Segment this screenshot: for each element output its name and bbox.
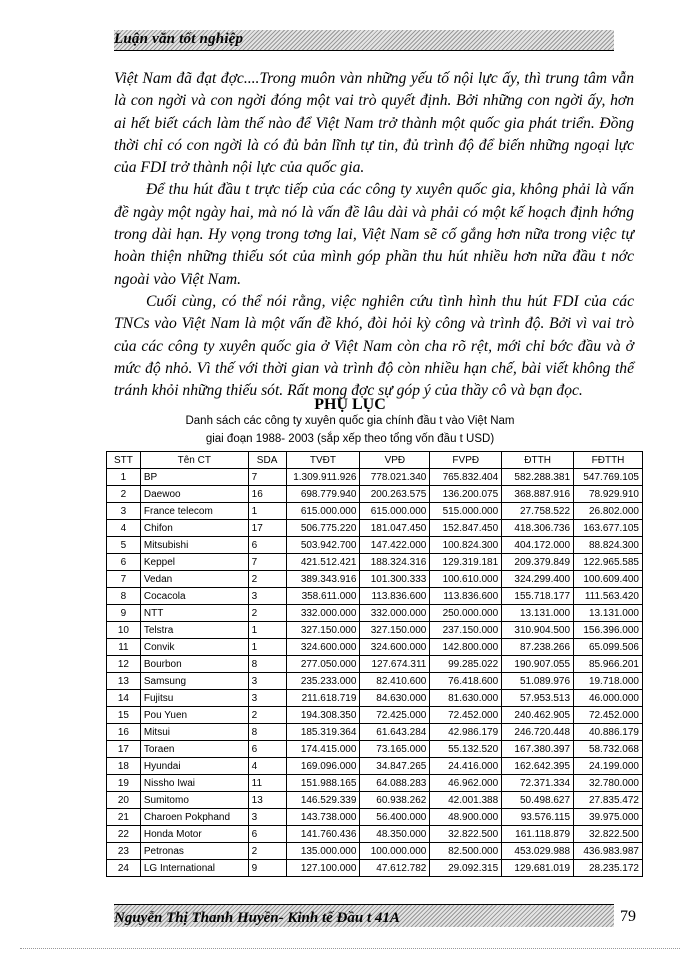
table-cell: Daewoo: [140, 486, 248, 503]
table-cell: 22: [107, 826, 141, 843]
table-cell: 15: [107, 707, 141, 724]
table-row: [107, 673, 643, 690]
table-cell: 42.986.179: [430, 724, 502, 741]
table-cell: 100.824.300: [430, 537, 502, 554]
table-cell: 235.233.000: [286, 673, 360, 690]
table-cell: 6: [107, 554, 141, 571]
table-cell: BP: [140, 469, 248, 486]
table-cell: 404.172.000: [502, 537, 574, 554]
table-cell: 421.512.421: [286, 554, 360, 571]
table-cell: 188.324.316: [360, 554, 430, 571]
table-cell: 23: [107, 843, 141, 860]
table-cell: 8: [107, 588, 141, 605]
paragraph: Cuối cùng, có thể nói rằng, việc nghiên cứu tình hình thu hút FDI của các TNCs vào Việt Nam là một vấn đề khó, đòi hỏi kỳ công và trình độ. Bởi vì vai trò của các công ty xuyên quốc gia ở Việt Nam còn cha rõ rệt, mới chỉ bớc đầu và ở mức độ nhỏ. Vì thế với thời gian và trình độ còn nhiều hạn chế, bài viết không thể tránh khỏi những thiếu sót. Rất mong đợc sự góp ý của thầy cô và bạn đọc.: [114, 292, 634, 400]
table-cell: 136.200.075: [430, 486, 502, 503]
table-cell: 765.832.404: [430, 469, 502, 486]
tnc-table: [106, 451, 643, 877]
table-body: [107, 469, 643, 877]
table-cell: 82.500.000: [430, 843, 502, 860]
table-cell: 65.099.506: [574, 639, 643, 656]
table-cell: 142.800.000: [430, 639, 502, 656]
table-cell: 13.131.000: [502, 605, 574, 622]
table-cell: France telecom: [140, 503, 248, 520]
table-cell: 246.720.448: [502, 724, 574, 741]
table-cell: 58.732.068: [574, 741, 643, 758]
table-cell: 143.738.000: [286, 809, 360, 826]
table-cell: 1: [107, 469, 141, 486]
table-cell: Mitsui: [140, 724, 248, 741]
table-row: [107, 486, 643, 503]
table-cell: 29.092.315: [430, 860, 502, 877]
table-cell: 10: [107, 622, 141, 639]
table-cell: 7: [107, 571, 141, 588]
table-cell: Honda Motor: [140, 826, 248, 843]
table-cell: 515.000.000: [430, 503, 502, 520]
table-cell: 163.677.105: [574, 520, 643, 537]
table-cell: 310.904.500: [502, 622, 574, 639]
table-cell: 39.975.000: [574, 809, 643, 826]
header-title: Luận văn tốt nghiệp: [114, 31, 244, 47]
table-cell: 78.929.910: [574, 486, 643, 503]
table-cell: 156.396.000: [574, 622, 643, 639]
table-cell: 2: [248, 843, 286, 860]
column-header: ĐTTH: [502, 452, 574, 469]
table-cell: 237.150.000: [430, 622, 502, 639]
table-cell: 146.529.339: [286, 792, 360, 809]
table-cell: 127.674.311: [360, 656, 430, 673]
table-cell: Mitsubishi: [140, 537, 248, 554]
table-row: [107, 554, 643, 571]
table-cell: 16: [107, 724, 141, 741]
table-cell: 12: [107, 656, 141, 673]
table-caption-line-2: giai đoạn 1988- 2003 (sắp xếp theo tổng vốn đầu t USD): [205, 433, 495, 445]
table-cell: 6: [248, 741, 286, 758]
table-cell: 358.611.000: [286, 588, 360, 605]
table-cell: 61.643.284: [360, 724, 430, 741]
table-cell: 135.000.000: [286, 843, 360, 860]
table-cell: 453.029.988: [502, 843, 574, 860]
table-row: [107, 860, 643, 877]
table-cell: 778.021.340: [360, 469, 430, 486]
table-cell: 209.379.849: [502, 554, 574, 571]
table-cell: 100.000.000: [360, 843, 430, 860]
table-cell: 27.835.472: [574, 792, 643, 809]
column-header: FVPĐ: [430, 452, 502, 469]
table-cell: 60.938.262: [360, 792, 430, 809]
column-header: FĐTTH: [574, 452, 643, 469]
table-cell: 55.132.520: [430, 741, 502, 758]
table-cell: 327.150.000: [286, 622, 360, 639]
footer-author: Nguyễn Thị Thanh Huyền- Kinh tế Đầu t 41A: [114, 910, 400, 926]
table-cell: 46.962.000: [430, 775, 502, 792]
table-cell: 1: [248, 503, 286, 520]
table-cell: 7: [248, 469, 286, 486]
column-header: SDA: [248, 452, 286, 469]
table-cell: 181.047.450: [360, 520, 430, 537]
table-cell: 113.836.600: [360, 588, 430, 605]
table-cell: 1.309.911.926: [286, 469, 360, 486]
table-cell: 48.900.000: [430, 809, 502, 826]
table-cell: Toraen: [140, 741, 248, 758]
table-cell: 324.600.000: [360, 639, 430, 656]
table-row: [107, 656, 643, 673]
page-edge-divider: [20, 948, 680, 949]
table-cell: Bourbon: [140, 656, 248, 673]
table-cell: 324.600.000: [286, 639, 360, 656]
table-cell: 19.718.000: [574, 673, 643, 690]
table-cell: NTT: [140, 605, 248, 622]
table-cell: 81.630.000: [430, 690, 502, 707]
table-cell: 42.001.388: [430, 792, 502, 809]
table-cell: Cocacola: [140, 588, 248, 605]
table-row: [107, 588, 643, 605]
table-cell: 14: [107, 690, 141, 707]
table-cell: 129.319.181: [430, 554, 502, 571]
table-cell: 17: [107, 741, 141, 758]
table-cell: 122.965.585: [574, 554, 643, 571]
table-cell: 20: [107, 792, 141, 809]
table-cell: 547.769.105: [574, 469, 643, 486]
table-cell: 277.050.000: [286, 656, 360, 673]
table-cell: 87.238.266: [502, 639, 574, 656]
table-cell: 1: [248, 639, 286, 656]
table-cell: 100.610.000: [430, 571, 502, 588]
table-row: [107, 707, 643, 724]
table-cell: 5: [107, 537, 141, 554]
table-cell: 324.299.400: [502, 571, 574, 588]
table-row: [107, 571, 643, 588]
table-cell: 6: [248, 826, 286, 843]
table-cell: 72.452.000: [574, 707, 643, 724]
table-cell: Samsung: [140, 673, 248, 690]
table-cell: 18: [107, 758, 141, 775]
table-cell: 19: [107, 775, 141, 792]
table-cell: Sumitomo: [140, 792, 248, 809]
table-cell: 47.612.782: [360, 860, 430, 877]
table-cell: 51.089.976: [502, 673, 574, 690]
table-cell: 190.907.055: [502, 656, 574, 673]
table-row: [107, 826, 643, 843]
table-caption: Danh sách các công ty xuyên quốc gia chính đầu t vào Việt Nam: [185, 415, 515, 427]
table-cell: 240.462.905: [502, 707, 574, 724]
table-row: [107, 639, 643, 656]
page-number: 79: [620, 908, 636, 925]
table-cell: 2: [248, 571, 286, 588]
table-cell: Chifon: [140, 520, 248, 537]
table-row: [107, 843, 643, 860]
table-cell: Vedan: [140, 571, 248, 588]
table-cell: 389.343.916: [286, 571, 360, 588]
table-cell: 32.822.500: [574, 826, 643, 843]
table-cell: 50.498.627: [502, 792, 574, 809]
body-text: [114, 68, 634, 402]
table-cell: 9: [248, 860, 286, 877]
appendix-title: PHỤ LỤC: [314, 396, 386, 413]
table-cell: 129.681.019: [502, 860, 574, 877]
table-cell: 76.418.600: [430, 673, 502, 690]
table-cell: 141.760.436: [286, 826, 360, 843]
table-cell: 16: [248, 486, 286, 503]
table-cell: 113.836.600: [430, 588, 502, 605]
table-cell: 250.000.000: [430, 605, 502, 622]
table-cell: 56.400.000: [360, 809, 430, 826]
table-cell: 4: [248, 758, 286, 775]
table-cell: 332.000.000: [286, 605, 360, 622]
table-header-row: [107, 452, 643, 469]
table-cell: Telstra: [140, 622, 248, 639]
table-cell: 73.165.000: [360, 741, 430, 758]
table-cell: 11: [248, 775, 286, 792]
table-cell: 13.131.000: [574, 605, 643, 622]
table-cell: 72.371.334: [502, 775, 574, 792]
table-cell: 40.886.179: [574, 724, 643, 741]
column-header: STT: [107, 452, 141, 469]
table-row: [107, 690, 643, 707]
table-cell: 28.235.172: [574, 860, 643, 877]
table-row: [107, 724, 643, 741]
table-cell: 26.802.000: [574, 503, 643, 520]
column-header: Tên CT: [140, 452, 248, 469]
table-cell: 99.285.022: [430, 656, 502, 673]
table-cell: 46.000.000: [574, 690, 643, 707]
paragraph: Việt Nam đã đạt đợc....Trong muôn vàn những yếu tố nội lực ấy, thì trung tâm vẫn là con ngời và con ngời đóng một vai trò quyết định. Bởi những con ngời ấy, hơn ai hết biết cách làm thế nào để Việt Nam trở thành một quốc gia phát triển. Đồng thời chỉ có con ngời là có đủ bản lĩnh tự tin, đủ trình độ để biến những ngoại lực của FDI trở thành nội lực của quốc gia.: [114, 70, 634, 177]
table-cell: 211.618.719: [286, 690, 360, 707]
paragraph: Để thu hút đầu t trực tiếp của các công ty xuyên quốc gia, không phải là vấn đề ngày một ngày hai, mà nó là vấn đề lâu dài và phải có một kế hoạch định hớng trong dài hạn. Hy vọng trong tơng lai, Việt Nam sẽ cố gắng hơn nữa trong việc tự hoàn thiện những thiếu sót của mình góp phần thu hút nhiều hơn nữa đầu t nớc ngoài vào Việt Nam.: [114, 181, 634, 288]
table-cell: 162.642.395: [502, 758, 574, 775]
table-cell: Keppel: [140, 554, 248, 571]
table-row: [107, 537, 643, 554]
table-cell: 11: [107, 639, 141, 656]
table-cell: 13: [248, 792, 286, 809]
table-cell: Nissho Iwai: [140, 775, 248, 792]
table-cell: 127.100.000: [286, 860, 360, 877]
table-cell: 2: [248, 605, 286, 622]
table-cell: 155.718.177: [502, 588, 574, 605]
table-row: [107, 741, 643, 758]
column-header: VPĐ: [360, 452, 430, 469]
table-row: [107, 503, 643, 520]
table-cell: 2: [107, 486, 141, 503]
table-cell: 8: [248, 656, 286, 673]
table-cell: 582.288.381: [502, 469, 574, 486]
table-cell: 194.308.350: [286, 707, 360, 724]
table-cell: 4: [107, 520, 141, 537]
table-cell: 93.576.115: [502, 809, 574, 826]
table-row: [107, 758, 643, 775]
table-cell: 82.410.600: [360, 673, 430, 690]
table-cell: 167.380.397: [502, 741, 574, 758]
table-cell: 17: [248, 520, 286, 537]
table-cell: 21: [107, 809, 141, 826]
table-cell: 9: [107, 605, 141, 622]
table-row: [107, 469, 643, 486]
table-row: [107, 622, 643, 639]
table-cell: 368.887.916: [502, 486, 574, 503]
table-cell: 32.780.000: [574, 775, 643, 792]
table-cell: 13: [107, 673, 141, 690]
table-cell: 185.319.364: [286, 724, 360, 741]
table-cell: 88.824.300: [574, 537, 643, 554]
table-cell: 151.988.165: [286, 775, 360, 792]
table-cell: 1: [248, 622, 286, 639]
table-cell: Charoen Pokphand: [140, 809, 248, 826]
table-cell: 161.118.879: [502, 826, 574, 843]
table-cell: 32.822.500: [430, 826, 502, 843]
table-cell: 169.096.000: [286, 758, 360, 775]
table-cell: 200.263.575: [360, 486, 430, 503]
table-cell: Pou Yuen: [140, 707, 248, 724]
table-cell: 72.452.000: [430, 707, 502, 724]
table-cell: Convik: [140, 639, 248, 656]
table-cell: 3: [248, 673, 286, 690]
table-cell: 3: [107, 503, 141, 520]
table-row: [107, 775, 643, 792]
table-cell: 506.775.220: [286, 520, 360, 537]
table-cell: 34.847.265: [360, 758, 430, 775]
table-cell: 174.415.000: [286, 741, 360, 758]
table-cell: LG International: [140, 860, 248, 877]
table-cell: 101.300.333: [360, 571, 430, 588]
table-cell: 85.966.201: [574, 656, 643, 673]
table-cell: 7: [248, 554, 286, 571]
table-row: [107, 792, 643, 809]
table-cell: 57.953.513: [502, 690, 574, 707]
table-cell: Hyundai: [140, 758, 248, 775]
table-cell: 64.088.283: [360, 775, 430, 792]
table-cell: 72.425.000: [360, 707, 430, 724]
table-cell: 436.983.987: [574, 843, 643, 860]
table-cell: 327.150.000: [360, 622, 430, 639]
table-cell: 3: [248, 588, 286, 605]
table-cell: 24.416.000: [430, 758, 502, 775]
table-row: [107, 809, 643, 826]
table-cell: 418.306.736: [502, 520, 574, 537]
table-row: [107, 605, 643, 622]
table-cell: 100.609.400: [574, 571, 643, 588]
table-cell: 6: [248, 537, 286, 554]
table-cell: 24: [107, 860, 141, 877]
table-cell: 3: [248, 809, 286, 826]
table-row: [107, 520, 643, 537]
table-cell: 503.942.700: [286, 537, 360, 554]
table-cell: 615.000.000: [286, 503, 360, 520]
table-cell: 147.422.000: [360, 537, 430, 554]
table-cell: 8: [248, 724, 286, 741]
table-cell: 2: [248, 707, 286, 724]
table-cell: 152.847.450: [430, 520, 502, 537]
table-cell: Petronas: [140, 843, 248, 860]
column-header: TVĐT: [286, 452, 360, 469]
table-cell: 332.000.000: [360, 605, 430, 622]
table-cell: 3: [248, 690, 286, 707]
table-cell: 27.758.522: [502, 503, 574, 520]
table-cell: 111.563.420: [574, 588, 643, 605]
table-cell: 48.350.000: [360, 826, 430, 843]
table-cell: Fujitsu: [140, 690, 248, 707]
table-cell: 698.779.940: [286, 486, 360, 503]
table-cell: 615.000.000: [360, 503, 430, 520]
table-cell: 84.630.000: [360, 690, 430, 707]
table-cell: 24.199.000: [574, 758, 643, 775]
